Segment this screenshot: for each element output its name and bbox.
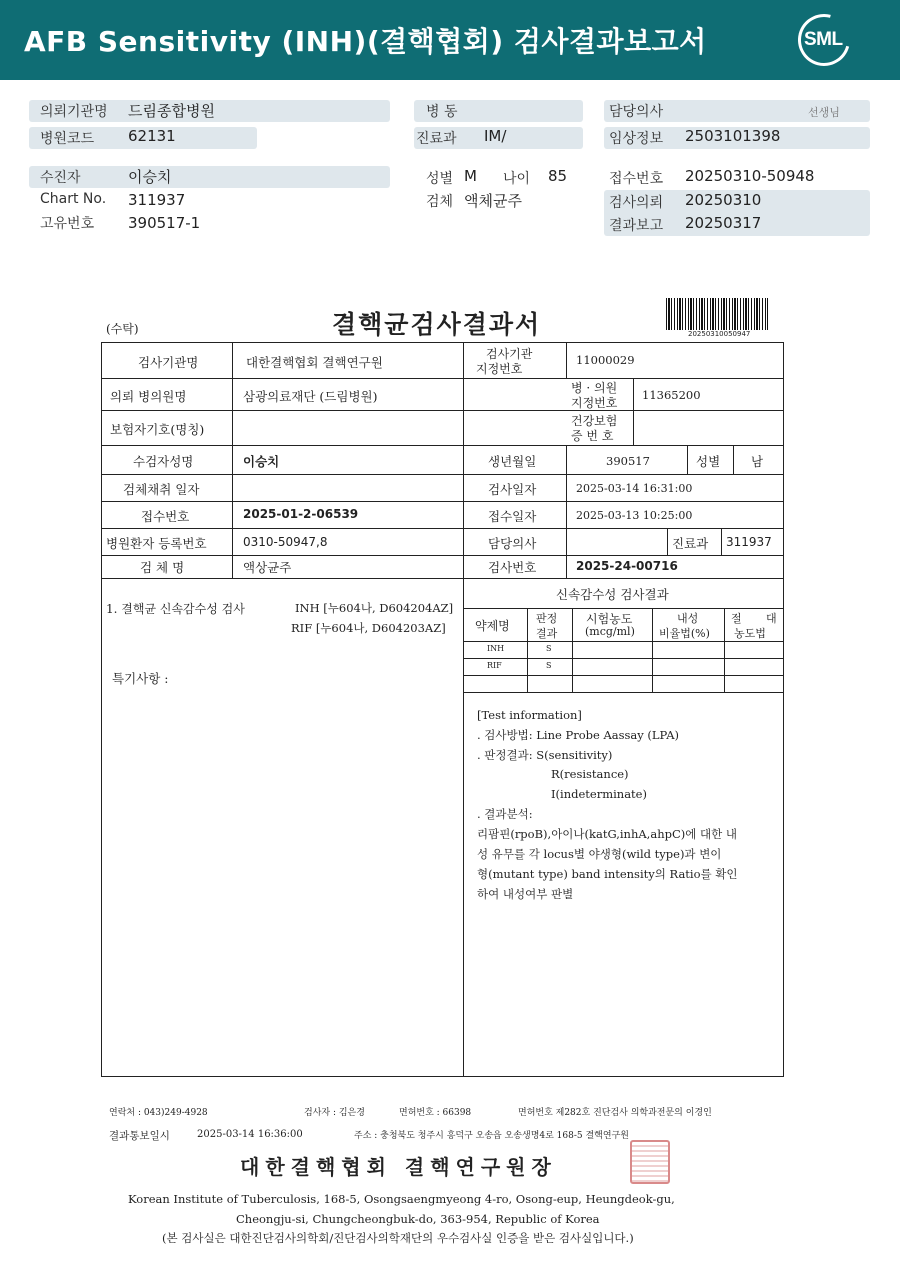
- footer-contact: 연락처 : 043)249-4928: [109, 1108, 208, 1118]
- sex-label: 성별: [426, 171, 454, 187]
- examinee-label: 수검자성명: [133, 454, 194, 469]
- test-info-analysis: . 결과분석:: [477, 807, 533, 821]
- test-date-value: 2025-03-14 16:31:00: [576, 482, 693, 495]
- footer-notify-value: 2025-03-14 16:36:00: [197, 1129, 303, 1140]
- hosp-value: 삼광의료재단 (드림병원): [243, 389, 378, 404]
- hosp-id-value: 11365200: [642, 388, 701, 402]
- results-header-ratio-1: 내성: [677, 612, 699, 625]
- test-info-judge-1: . 판정결과: S(sensitivity): [477, 748, 613, 762]
- footer-org-name: 대한결핵협회 결핵연구원장: [240, 1155, 557, 1179]
- ward-label: 병 동: [426, 104, 458, 120]
- insured-label: 보험자기호(명칭): [110, 422, 205, 437]
- req-inst-label: 의뢰기관명: [40, 104, 108, 120]
- doctor-suffix: 선생님: [808, 106, 840, 119]
- sex-label-cell: 성별: [696, 454, 721, 469]
- age-label: 나이: [503, 171, 531, 187]
- footer-eng-1: Korean Institute of Tuberculosis, 168-5, Osongsaengmyeong 4-ro, Osong-eup, Heungdeok-gu,: [128, 1192, 675, 1206]
- results-row-drug: INH: [487, 644, 505, 653]
- results-header-abs-3: 농도법: [734, 627, 766, 640]
- barcode-text: 20250310050947: [688, 330, 751, 338]
- hosp-code-label: 병원코드: [40, 131, 95, 147]
- receipt-value: 20250310-50948: [685, 167, 815, 185]
- remarks-label: 특기사항 :: [112, 671, 169, 686]
- test-info-method: . 검사방법: Line Probe Aassay (LPA): [477, 728, 680, 742]
- test-line-2: RIF [누604나, D604203AZ]: [291, 621, 446, 635]
- health-label-2: 증 번 호: [571, 429, 614, 443]
- lab-id-label-1: 검사기관: [486, 347, 533, 361]
- doc-subtitle: (수탁): [106, 322, 139, 336]
- test-info-heading: [Test information]: [477, 708, 582, 722]
- results-header-abs-2: 대: [766, 612, 777, 625]
- examinee-value: 이승치: [243, 454, 280, 469]
- doctor-cell-label: 담당의사: [488, 536, 537, 551]
- specimen-label: 검체: [426, 194, 454, 210]
- dept-cell-label: 진료과: [672, 536, 709, 551]
- test-date-label: 검사일자: [488, 482, 537, 497]
- official-seal-icon: [630, 1140, 670, 1184]
- accept-no-value: 2025-01-2-06539: [243, 507, 359, 521]
- req-inst-value: 드림종합병원: [128, 102, 215, 120]
- report-header: [0, 0, 900, 80]
- birth-label: 생년월일: [488, 454, 537, 469]
- results-header-ratio-2: 비율법(%): [659, 627, 710, 640]
- age-value: 85: [548, 167, 568, 185]
- report-label: 결과보고: [609, 218, 664, 234]
- test-info-text-4: 하여 내성여부 판별: [477, 887, 574, 901]
- patient-value: 이승치: [128, 168, 172, 186]
- test-info-judge-3: I(indeterminate): [551, 787, 647, 801]
- accept-no-label: 접수번호: [141, 509, 190, 524]
- results-row-drug: RIF: [487, 661, 502, 670]
- sex-value-cell: 남: [751, 454, 764, 469]
- hosp-id-label-1: 병 · 의원: [571, 381, 618, 395]
- accept-date-label: 접수일자: [488, 509, 537, 524]
- receipt-label: 접수번호: [609, 171, 664, 187]
- dept-value: IM/: [484, 127, 507, 145]
- test-no-value: 2025-24-00716: [576, 559, 678, 573]
- request-label: 검사의뢰: [609, 195, 664, 211]
- results-row-result: S: [546, 644, 552, 653]
- hosp-id-label-2: 지정번호: [571, 396, 618, 410]
- test-info-text-3: 형(mutant type) band intensity의 Ratio를 확인: [477, 867, 738, 881]
- clinical-label: 임상정보: [609, 131, 664, 147]
- lab-id-value: 11000029: [576, 353, 635, 367]
- lab-name-value: 대한결핵협회 결핵연구원: [246, 355, 383, 370]
- results-header-conc-2: (mcg/ml): [585, 625, 635, 638]
- chart-value: 311937: [128, 191, 186, 209]
- birth-value: 390517: [606, 454, 650, 468]
- results-header-judge-1: 판정: [536, 612, 558, 625]
- test-info-text-2: 성 유무를 각 locus별 야생형(wild type)과 변이: [477, 847, 722, 861]
- clinical-value: 2503101398: [685, 127, 781, 145]
- test-line-1b: INH [누604나, D604204AZ]: [295, 601, 454, 615]
- test-line-1: 1. 결핵균 신속감수성 검사: [106, 602, 245, 616]
- footer-cert: (본 검사실은 대한진단검사의학회/진단검사의학재단의 우수검사실 인증을 받은 검사실입니다.): [162, 1231, 634, 1245]
- footer-tester: 검사자 : 김은경: [304, 1108, 365, 1118]
- lab-name-label: 검사기관명: [138, 355, 199, 370]
- barcode: [666, 298, 768, 330]
- collect-label: 검체채취 일자: [123, 482, 200, 497]
- info-row-bg: [29, 166, 390, 188]
- dept-label: 진료과: [416, 131, 457, 147]
- specimen-cell-value: 액상균주: [243, 560, 292, 575]
- footer-notify-label: 결과통보일시: [109, 1130, 170, 1142]
- footer-specialist: 면허번호 제282호 진단검사 의학과전문의 이경인: [518, 1108, 712, 1118]
- test-info-judge-2: R(resistance): [551, 767, 629, 781]
- uid-value: 390517-1: [128, 214, 201, 232]
- patient-label: 수진자: [40, 170, 81, 186]
- results-row-result: S: [546, 661, 552, 670]
- specimen-cell-label: 검 체 명: [140, 560, 185, 575]
- results-header-abs-1: 절: [731, 612, 742, 625]
- test-info-text-1: 리팜핀(rpoB),아이나(katG,inhA,ahpC)에 대한 내: [477, 827, 737, 841]
- hosp-label: 의뢰 병의원명: [110, 389, 187, 404]
- footer-eng-2: Cheongju-si, Chungcheongbuk-do, 363-954, Republic of Korea: [236, 1212, 600, 1226]
- lab-id-label-2: 지정번호: [476, 362, 523, 376]
- results-title: 신속감수성 검사결과: [556, 587, 669, 602]
- hosp-code-value: 62131: [128, 127, 176, 145]
- sml-logo: [798, 14, 854, 66]
- results-header-conc-1: 시험농도: [586, 612, 633, 626]
- footer-address: 주소 : 충청북도 청주시 흥덕구 오송읍 오송생명4로 168-5 결핵연구원: [354, 1131, 629, 1141]
- dept-cell-value: 311937: [726, 535, 772, 549]
- accept-date-value: 2025-03-13 10:25:00: [576, 509, 693, 522]
- health-label-1: 건강보험: [571, 414, 618, 428]
- test-no-label: 검사번호: [488, 560, 537, 575]
- doctor-label: 담당의사: [609, 104, 664, 120]
- doc-title: 결핵균검사결과서: [332, 310, 542, 339]
- reg-label: 병원환자 등록번호: [106, 536, 207, 551]
- sex-value: M: [464, 167, 477, 185]
- results-header-judge-2: 결과: [536, 627, 558, 640]
- results-header-drug: 약제명: [475, 619, 510, 633]
- report-value: 20250317: [685, 214, 762, 232]
- uid-label: 고유번호: [40, 216, 95, 232]
- report-title: AFB Sensitivity (INH)(결핵협회) 검사결과보고서: [24, 25, 707, 58]
- request-value: 20250310: [685, 191, 762, 209]
- footer-license: 면허번호 : 66398: [399, 1108, 472, 1118]
- specimen-value: 액체균주: [464, 192, 522, 210]
- logo-text: SML: [804, 29, 843, 50]
- reg-value: 0310-50947,8: [243, 535, 328, 549]
- chart-label: Chart No.: [40, 191, 107, 207]
